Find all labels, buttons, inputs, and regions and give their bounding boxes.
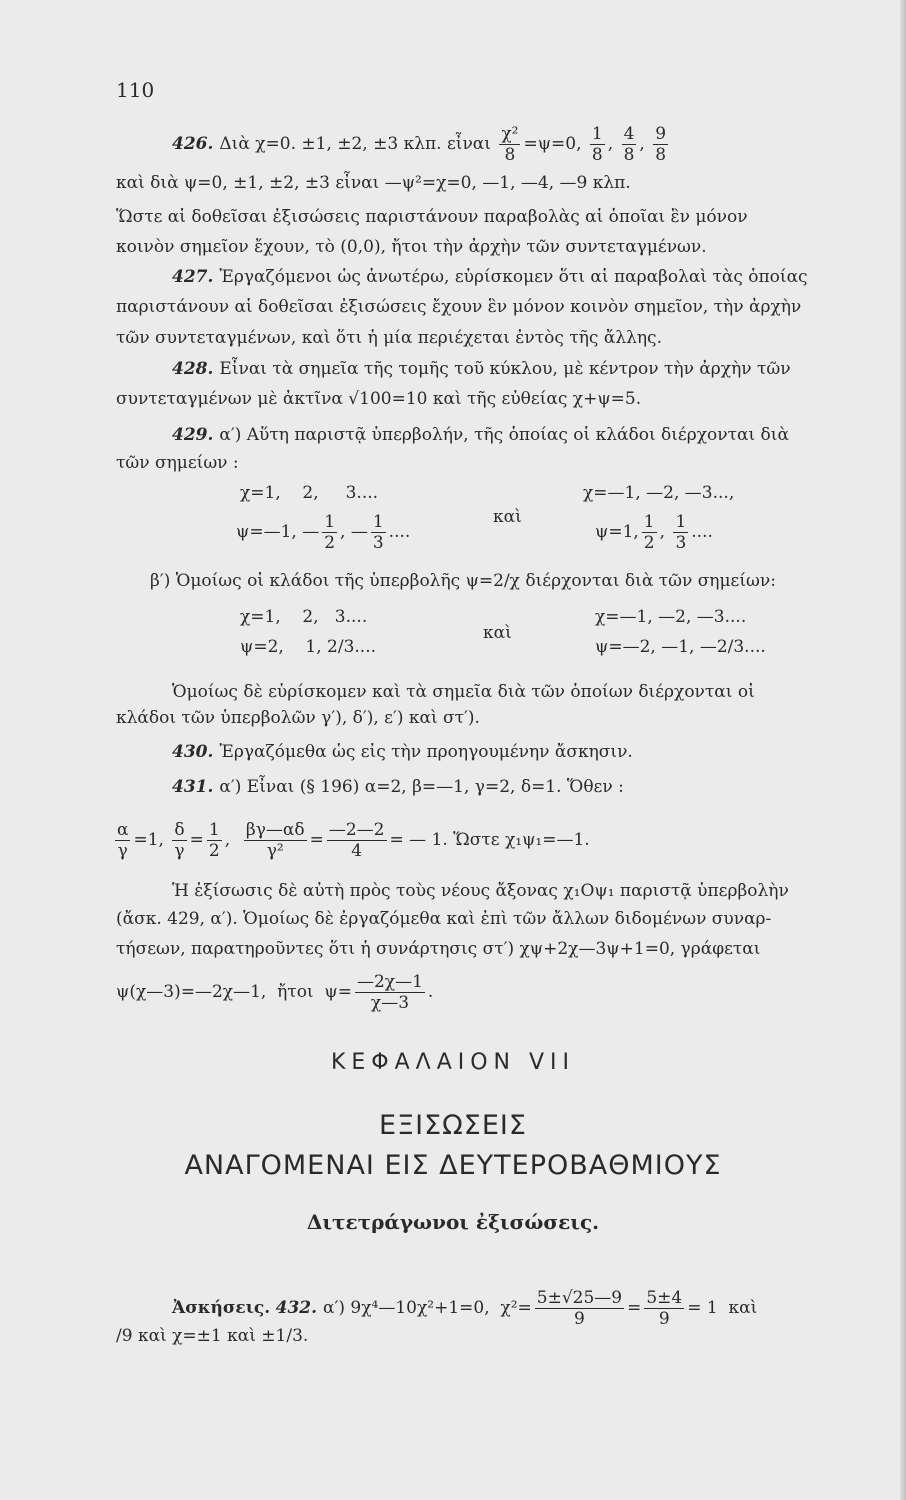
exercise-427-line-1: 427. Ἐργαζόμενοι ὡς ἀνωτέρω, εὑρίσκομεν ὅτι αἱ παραβολαὶ τὰς ὁποίας bbox=[172, 267, 808, 287]
exercise-429-number: 429. bbox=[172, 425, 214, 445]
exercises-label: Ἀσκήσεις. bbox=[172, 1298, 271, 1318]
exercise-429-b-line: β′) Ὁμοίως οἱ κλάδοι τῆς ὑπερβολῆς ψ=2/χ διέρχονται διὰ τῶν σημείων: bbox=[150, 571, 776, 591]
exercise-431-formula: $\frac{\alpha}{\gamma}$ =1, $\frac{\delta}{\gamma}$ = $\frac{1}{2}$ , $\frac{\beta\gamma—\alpha\delta}{\text{γ²}}$ = $\frac{—2—2}{4}$ = — 1. Ὥστε χ₁ψ₁=—1. bbox=[117, 820, 590, 861]
exercise-429-line-1: 429. α′) Αὕτη παριστᾷ ὑπερβολήν, τῆς ὁποίας οἱ κλάδοι διέρχονται διὰ bbox=[172, 425, 789, 445]
points-x-right: χ=—1, —2, —3..., bbox=[583, 483, 735, 503]
points-b-x-left: χ=1, 2, 3.... bbox=[240, 607, 368, 627]
conjunction-kai-b: καὶ bbox=[483, 623, 512, 643]
points-psi-left: ψ=—1, — $\frac{1}{2}$ , — $\frac{1}{3}$ .... bbox=[236, 512, 411, 553]
points-b-psi-right: ψ=—2, —1, —2/3.... bbox=[595, 637, 766, 657]
fraction: $\frac{9}{8}$ bbox=[655, 124, 667, 165]
points-b-x-right: χ=—1, —2, —3.... bbox=[595, 607, 747, 627]
exercise-431-line-4: (ἄσκ. 429, α′). Ὁμοίως δὲ ἐργαζόμεθα καὶ ἐπὶ τῶν ἄλλων διδομένων συναρ- bbox=[116, 909, 772, 929]
exercise-426-line-2: καὶ διὰ ψ=0, ±1, ±2, ±3 εἶναι —ψ²=χ=0, —1, —4, —9 κλπ. bbox=[116, 173, 631, 193]
exercise-431-line-6: ψ(χ—3)=—2χ—1, ἤτοι ψ= $\frac{—2\chi—1}{\chi—3}$ . bbox=[116, 972, 434, 1013]
exercise-428-number: 428. bbox=[172, 359, 214, 379]
fraction: $\frac{\text{χ²}}{8}$ bbox=[501, 124, 519, 165]
exercise-426-line-4: κοινὸν σημεῖον ἔχουν, τὸ (0,0), ἤτοι τὴν ἀρχὴν τῶν συντεταγμένων. bbox=[116, 237, 707, 257]
exercise-428-line-1: 428. Εἶναι τὰ σημεῖα τῆς τομῆς τοῦ κύκλου, μὲ κέντρον τὴν ἀρχὴν τῶν bbox=[172, 359, 791, 379]
exercise-431-line-3: Ἡ ἐξίσωσις δὲ αὐτὴ πρὸς τοὺς νέους ἄξονας χ₁Οψ₁ παριστᾷ ὑπερβολὴν bbox=[172, 881, 789, 901]
exercise-429-c-line-2: κλάδοι τῶν ὑπερβολῶν γ′), δ′), ε′) καὶ στ′). bbox=[116, 708, 480, 728]
exercise-426-number: 426. bbox=[172, 134, 214, 154]
exercise-431-number: 431. bbox=[172, 777, 214, 797]
exercise-429-line-2: τῶν σημείων : bbox=[116, 453, 239, 473]
exercise-430-number: 430. bbox=[172, 742, 214, 762]
page-number: 110 bbox=[116, 78, 155, 102]
chapter-title-line-2: ΑΝΑΓΟΜΕΝΑΙ ΕΙΣ ΔΕΥΤΕΡΟΒΑΘΜΙΟΥΣ bbox=[184, 1150, 722, 1181]
exercise-427-line-3: τῶν συντεταγμένων, καὶ ὅτι ἡ μία περιέχεται ἐντὸς τῆς ἄλλης. bbox=[116, 328, 662, 348]
exercise-428-line-2: συντεταγμένων μὲ ἀκτῖνα √100=10 καὶ τῆς εὐθείας χ+ψ=5. bbox=[116, 389, 642, 409]
chapter-title-line-1: ΕΞΙΣΩΣΕΙΣ bbox=[379, 1110, 527, 1141]
conjunction-kai: καὶ bbox=[493, 507, 522, 527]
exercise-430-line-1: 430. Ἐργαζόμεθα ὡς εἰς τὴν προηγουμένην ἄσκησιν. bbox=[172, 742, 633, 762]
points-x-left: χ=1, 2, 3.... bbox=[240, 483, 379, 503]
exercise-432-line-1: Ἀσκήσεις. 432. α′) 9χ⁴—10χ²+1=0, χ²= $\frac{5\pm√25—9}{9}$ = $\frac{5\pm 4}{9}$ = 1 καὶ bbox=[172, 1288, 758, 1329]
exercise-427-number: 427. bbox=[172, 267, 214, 287]
fraction: $\frac{1}{8}$ bbox=[591, 124, 603, 165]
points-b-psi-left: ψ=2, 1, 2/3.... bbox=[240, 637, 377, 657]
exercise-431-line-1: 431. α′) Εἶναι (§ 196) α=2, β=—1, γ=2, δ=1. Ὅθεν : bbox=[172, 777, 624, 797]
page-edge-shadow bbox=[900, 0, 906, 1500]
section-subtitle: Διτετράγωνοι ἐξισώσεις. bbox=[306, 1210, 600, 1234]
exercise-431-line-5: τήσεων, παρατηροῦντες ὅτι ἡ συνάρτησις στ′) χψ+2χ—3ψ+1=0, γράφεται bbox=[116, 939, 761, 959]
fraction: $\frac{4}{8}$ bbox=[623, 124, 635, 165]
exercise-432-line-2: /9 καὶ χ=±1 καὶ ±1/3. bbox=[116, 1326, 309, 1346]
exercise-427-line-2: παριστάνουν αἱ δοθεῖσαι ἐξισώσεις ἔχουν ἓν μόνον κοινὸν σημεῖον, τὴν ἀρχὴν bbox=[116, 297, 802, 317]
chapter-label: ΚΕΦΑΛΑΙΟΝ VII bbox=[330, 1050, 576, 1075]
exercise-426-line-3: Ὥστε αἱ δοθεῖσαι ἐξισώσεις παριστάνουν παραβολὰς αἱ ὁποῖαι ἓν μόνον bbox=[116, 207, 748, 227]
points-psi-right: ψ=1, $\frac{1}{2}$ , $\frac{1}{3}$ .... bbox=[595, 512, 713, 553]
exercise-429-c-line-1: Ὁμοίως δὲ εὑρίσκομεν καὶ τὰ σημεῖα διὰ τῶν ὁποίων διέρχονται οἱ bbox=[172, 682, 755, 702]
exercise-426-line-1: 426. Διὰ χ=0. ±1, ±2, ±3 κλπ. εἶναι $\frac{\text{χ²}}{8}$ =ψ=0, $\frac{1}{8}$ , $\frac{4}{8}$ , $\frac{9}{8}$ bbox=[172, 124, 667, 165]
exercise-432-number: 432. bbox=[275, 1298, 318, 1318]
